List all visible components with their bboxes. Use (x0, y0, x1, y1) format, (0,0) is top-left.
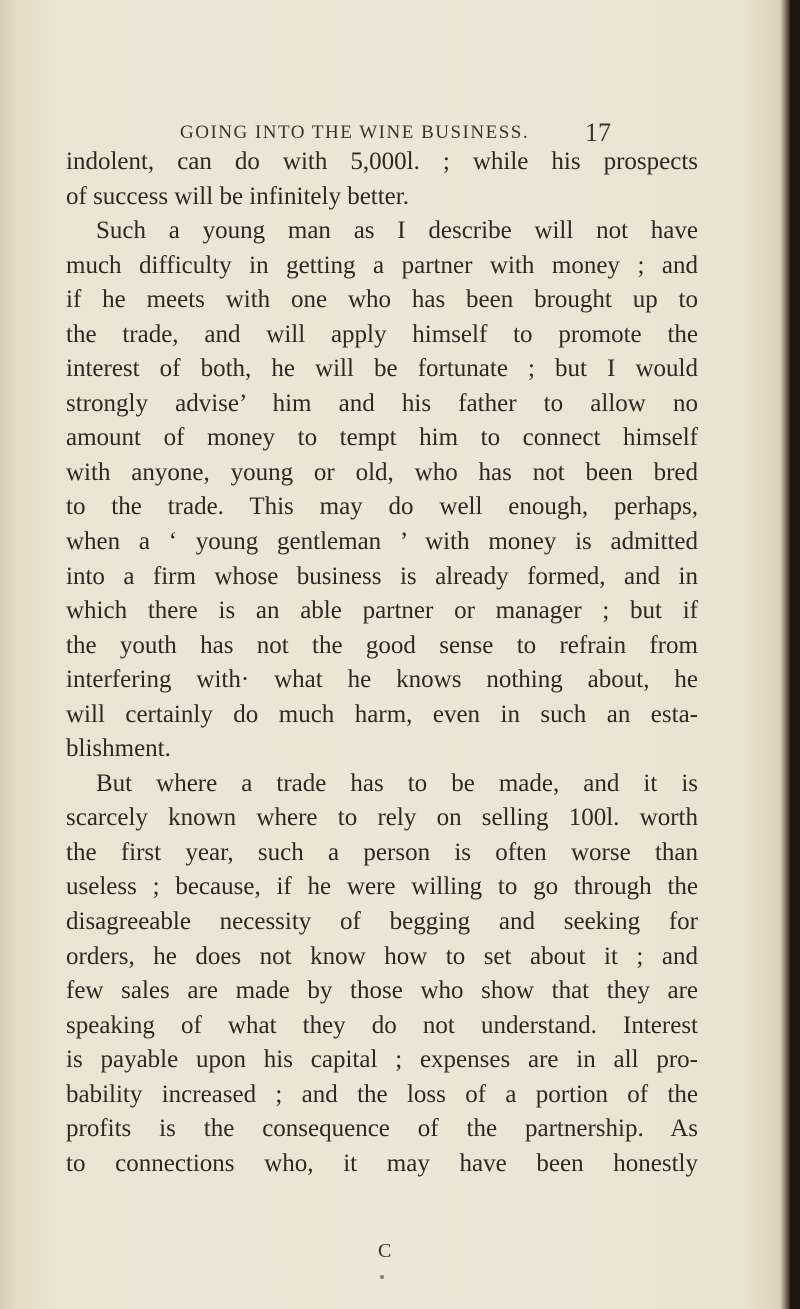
text-line: interfering with· what he knows nothing about, he (66, 666, 698, 694)
text-line: much difficulty in getting a partner with money ; and (66, 251, 698, 279)
text-line: when a ‘ young gentleman ’ with money is admitted (66, 528, 698, 556)
paper-speck (380, 1275, 384, 1279)
text-line: indolent, can do with 5,000l. ; while his prospects (66, 148, 698, 175)
text-line: of success will be infinitely better. (66, 182, 409, 210)
text-line: few sales are made by those who show that they are (66, 977, 698, 1005)
text-line: the first year, such a person is often worse than (66, 838, 698, 866)
text-line: interest of both, he will be fortunate ; but I would (66, 355, 698, 383)
text-line: the youth has not the good sense to refrain from (66, 631, 698, 659)
text-line: speaking of what they do not understand. Interest (66, 1011, 698, 1039)
page-number: 17 (585, 118, 611, 147)
text-line: profits is the consequence of the partnership. As (66, 1115, 698, 1143)
text-line: blishment. (66, 735, 171, 763)
text-line: to connections who, it may have been honestly (66, 1149, 698, 1177)
page-edge-shadow (790, 0, 800, 1309)
text-line: to the trade. This may do well enough, perhaps, (66, 493, 698, 521)
text-line: is payable upon his capital ; expenses are in all pro- (66, 1046, 698, 1074)
text-line: But where a trade has to be made, and it is (96, 769, 698, 797)
text-line: amount of money to tempt him to connect himself (66, 424, 698, 452)
body-text (66, 145, 698, 1181)
text-line: the trade, and will apply himself to promote the (66, 320, 698, 348)
text-line: orders, he does not know how to set about it ; and (66, 942, 698, 970)
text-line: bability increased ; and the loss of a portion of the (66, 1080, 698, 1108)
text-line: if he meets with one who has been brought up to (66, 286, 698, 314)
text-line: useless ; because, if he were willing to go through the (66, 873, 698, 901)
text-line: scarcely known where to rely on selling 100l. worth (66, 804, 698, 832)
text-line: with anyone, young or old, who has not been bred (66, 458, 698, 486)
text-line: into a firm whose business is already formed, and in (66, 562, 698, 590)
signature-mark: C (378, 1240, 392, 1262)
running-title: GOING INTO THE WINE BUSINESS. (180, 122, 530, 143)
text-line: will certainly do much harm, even in such an esta- (66, 700, 698, 728)
text-line: Such a young man as I describe will not have (96, 217, 698, 245)
text-line: which there is an able partner or manager ; but if (66, 597, 698, 625)
text-line: disagreeable necessity of begging and seeking for (66, 908, 698, 936)
text-line: strongly advise’ him and his father to allow no (66, 389, 698, 417)
